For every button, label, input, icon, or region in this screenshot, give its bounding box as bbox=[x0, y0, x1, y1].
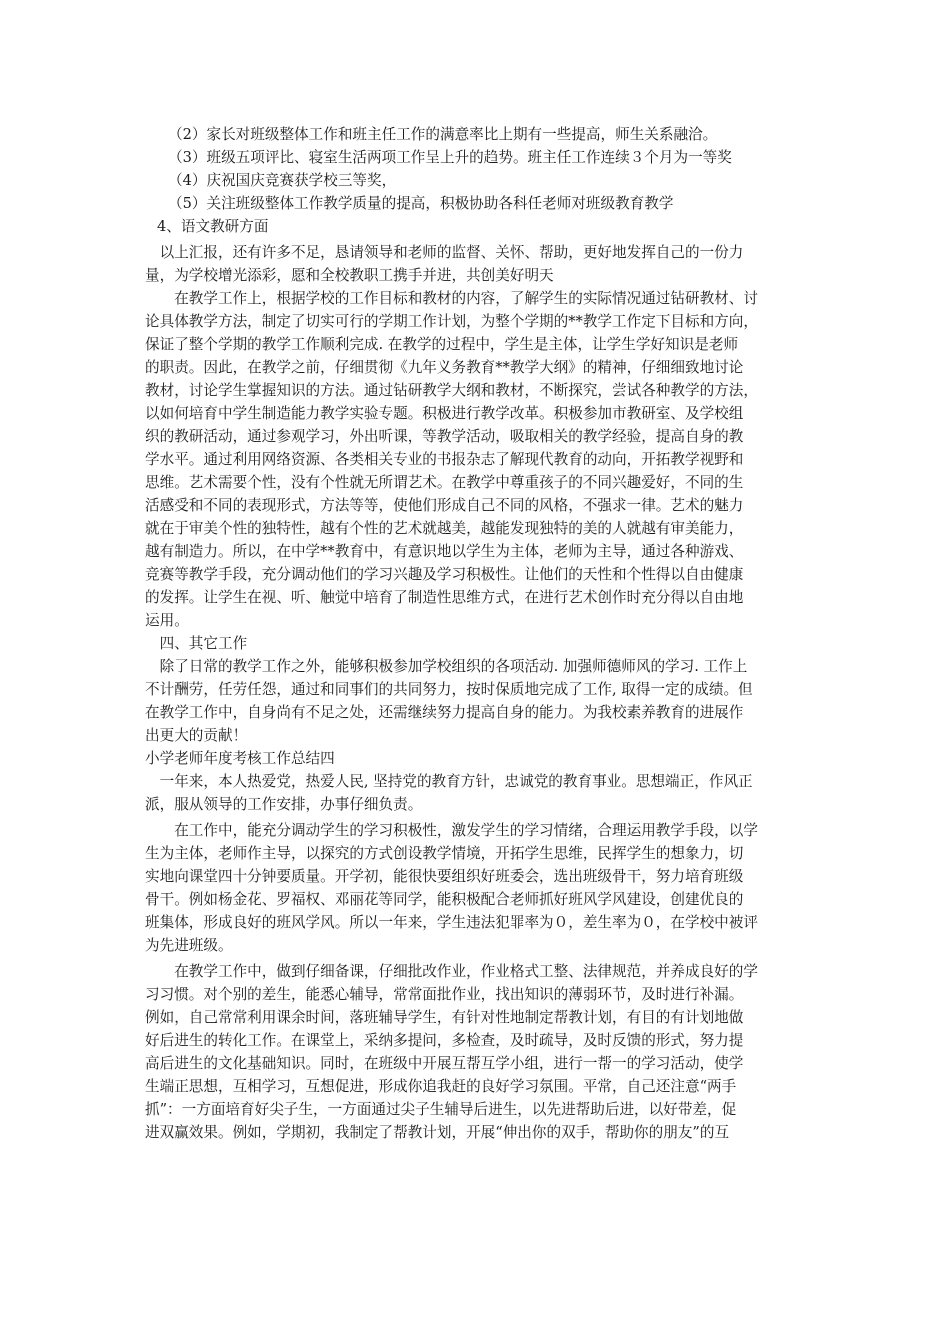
text-line: 越有制造力。所以，在中学**教育中，有意识地以学生为主体，老师为主导，通过各种游戏、 bbox=[145, 543, 744, 560]
text-line: 的职责。因此，在教学之前，仔细贯彻《九年义务教育**教学大纲》的精神，仔细细致地讨论 bbox=[145, 359, 744, 376]
document-page bbox=[145, 123, 805, 1144]
text-line: 不计酬劳，任劳任怨，通过和同事们的共同努力，按时保质地完成了工作, 取得一定的成绩。但 bbox=[145, 681, 753, 698]
text-line: 班集体，形成良好的班风学风。所以一年来，学生违法犯罪率为０，差生率为０，在学校中被评 bbox=[145, 914, 758, 931]
text-line: 论具体教学方法，制定了切实可行的学期工作计划，为整个学期的**教学工作定下目标和方向， bbox=[145, 313, 758, 330]
text-line: 量，为学校增光添彩，愿和全校教职工携手并进，共创美好明天 bbox=[145, 267, 554, 284]
text-line: 在教学工作中，做到仔细备课，仔细批改作业，作业格式工整、法律规范，并养成良好的学 bbox=[145, 963, 758, 980]
list-item: （5）关注班级整体工作教学质量的提高，积极协助各科任老师对班级教育教学 bbox=[168, 195, 674, 212]
text-line: 保证了整个学期的教学工作顺利完成. 在教学的过程中，学生是主体，让学生学好知识是老师 bbox=[145, 336, 739, 353]
text-line: 就在于审美个性的独特性，越有个性的艺术就越美，越能发现独特的美的人就越有审美能力， bbox=[145, 520, 744, 537]
paragraph-class-management bbox=[145, 819, 805, 957]
paragraph-teaching-work bbox=[145, 287, 805, 632]
list-item: （4）庆祝国庆竞赛获学校三等奖， bbox=[168, 172, 397, 189]
text-line: 学水平。通过利用网络资源、各类相关专业的书报杂志了解现代教育的动向，开拓教学视野和 bbox=[145, 451, 744, 468]
text-line: 一年来，本人热爱党，热爱人民, 坚持党的教育方针，忠诚党的教育事业。思想端正，作风正 bbox=[145, 773, 753, 790]
text-line: 骨干。例如杨金花、罗福权、邓丽花等同学，能积极配合老师抓好班风学风建设，创建优良的 bbox=[145, 891, 744, 908]
text-line: 生为主体，老师作主导，以探究的方式创设教学情境，开拓学生思维，民挥学生的想象力，切 bbox=[145, 845, 744, 862]
text-line: 实地向课堂四十分钟要质量。开学初，能很快要组织好班委会，选出班级骨干，努力培育班级 bbox=[145, 868, 744, 885]
text-line: 的发挥。让学生在视、听、触觉中培育了制造性思维方式，在进行艺术创作时充分得以自由地 bbox=[145, 589, 744, 606]
list-item: （3）班级五项评比、寝室生活两项工作呈上升的趋势。班主任工作连续３个月为一等奖 bbox=[168, 149, 732, 166]
text-line: 织的教研活动，通过参观学习，外出听课，等教学活动，吸取相关的教学经验，提高自身的教 bbox=[145, 428, 744, 445]
text-line: 为先进班级。 bbox=[145, 937, 233, 954]
text-line: 在教学工作上，根据学校的工作目标和教材的内容，了解学生的实际情况通过钻研教材、讨 bbox=[145, 290, 758, 307]
text-line: 出更大的贡献！ bbox=[145, 727, 248, 744]
document-section-title: 小学老师年度考核工作总结四 bbox=[145, 750, 335, 767]
text-line: 活感受和不同的表现形式，方法等等，使他们形成自己不同的风格，不强求一律。艺术的魅力 bbox=[145, 497, 744, 514]
text-line: 教材，讨论学生掌握知识的方法。通过钻研教学大纲和教材，不断探究，尝试各种教学的方法， bbox=[145, 382, 758, 399]
list-item: （2）家长对班级整体工作和班主任工作的满意率比上期有一些提高，师生关系融洽。 bbox=[168, 126, 718, 143]
text-line: 以上汇报，还有许多不足，恳请领导和老师的监督、关怀、帮助，更好地发挥自己的一份力 bbox=[145, 244, 744, 261]
text-line: 例如，自己常常利用课余时间，落班辅导学生，有针对性地制定帮教计划，有目的有计划地做 bbox=[145, 1009, 744, 1026]
text-line: 高后进生的文化基础知识。同时，在班级中开展互帮互学小组，进行一帮一的学习活动，使学 bbox=[145, 1055, 744, 1072]
text-line: 思维。艺术需要个性，没有个性就无所谓艺术。在教学中尊重孩子的不同兴趣爱好，不同的生 bbox=[145, 474, 744, 491]
section-heading-other-work: 四、其它工作 bbox=[145, 635, 248, 652]
text-line: 运用。 bbox=[145, 612, 189, 629]
text-line: 在工作中，能充分调动学生的学习积极性，激发学生的学习情绪，合理运用教学手段，以学 bbox=[145, 822, 758, 839]
text-line: 在教学工作中，自身尚有不足之处，还需继续努力提高自身的能力。为我校素养教育的进展作 bbox=[145, 704, 744, 721]
text-line: 竞赛等教学手段，充分调动他们的学习兴趣及学习积极性。让他们的天性和个性得以自由健康 bbox=[145, 566, 744, 583]
paragraph-attitude bbox=[145, 770, 805, 816]
paragraph-other-work bbox=[145, 655, 805, 747]
text-line: 派，服从领导的工作安排，办事仔细负责。 bbox=[145, 796, 423, 813]
text-line: 以如何培育中学生制造能力教学实验专题。积极进行教学改革。积极参加市教研室、及学校组 bbox=[145, 405, 744, 422]
text-line: 生端正思想，互相学习，互想促进，形成你追我赶的良好学习氛围。平常，自己还注意“两手 bbox=[145, 1078, 737, 1095]
text-line: 进双赢效果。例如，学期初，我制定了帮教计划，开展“伸出你的双手，帮助你的朋友”的互 bbox=[145, 1124, 730, 1141]
text-line: 习习惯。对个别的差生，能悉心辅导，常常面批作业，找出知识的薄弱环节，及时进行补漏。 bbox=[145, 986, 744, 1003]
paragraph-teaching-practice bbox=[145, 960, 805, 1144]
text-line: 抓”：一方面培育好尖子生，一方面通过尖子生辅导后进生，以先进帮助后进，以好带差，促 bbox=[145, 1101, 737, 1118]
text-line: 除了日常的教学工作之外，能够积极参加学校组织的各项活动. 加强师德师风的学习. 工作上 bbox=[145, 658, 748, 675]
section-heading-chinese-research: 4、语文教研方面 bbox=[157, 218, 269, 235]
achievement-list bbox=[145, 123, 805, 215]
paragraph-summary bbox=[145, 241, 805, 287]
text-line: 好后进生的转化工作。在课堂上，采纳多提问，多检查，及时疏导，及时反馈的形式，努力提 bbox=[145, 1032, 744, 1049]
